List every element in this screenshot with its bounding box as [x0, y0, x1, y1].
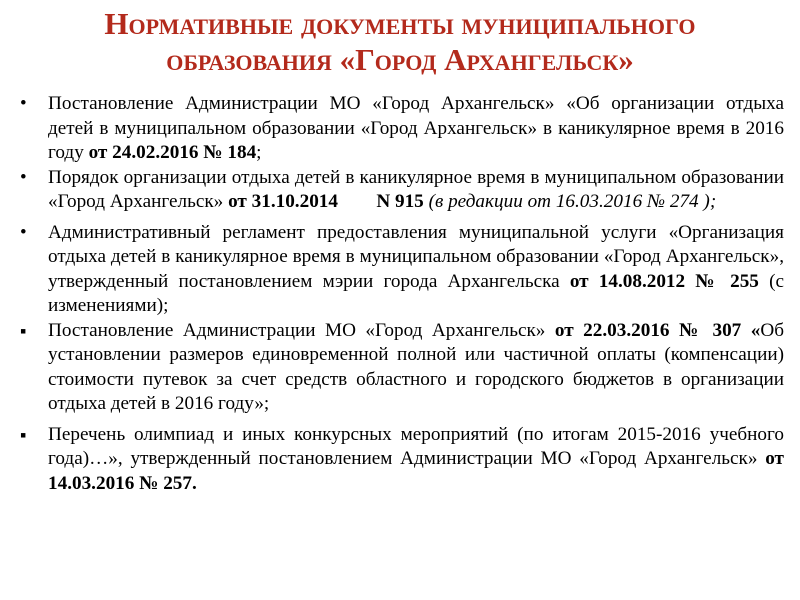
bullet-icon [20, 92, 27, 117]
item-text: Перечень олимпиад и иных конкурсных мероприятий (по итогам 2015-2016 учебного года)…», утвержденный постановлением Администрации МО «Город Архангельск» [48, 423, 784, 469]
list-item [18, 92, 784, 166]
item-text: Административный регламент предоставления муниципальной услуги «Организация отдыха детей в каникулярное время в муниципальном образовании «Город Архангельск», утвержденный постановлением мэрии города Архангельска [48, 221, 784, 292]
title-line-1: Нормативные документы муниципального [104, 6, 696, 41]
item-date-number: от 14.03.2016 № 257. [48, 448, 784, 494]
item-date-number: от 24.02.2016 № 184 [88, 142, 257, 163]
item-date-number: от 22.03.2016 № 307 « [554, 319, 761, 341]
list-item [18, 221, 784, 319]
bullet-icon [20, 221, 27, 246]
title-line-2: образования «Город Архангельск» [166, 42, 634, 77]
list-item [18, 423, 784, 497]
item-revision-note: (в редакции от 16.03.2016 № 274 ); [423, 191, 717, 212]
list-item [18, 319, 784, 417]
page-title [20, 6, 780, 78]
square-bullet-icon [20, 423, 26, 449]
item-text: Постановление Администрации МО «Город Архангельск» «Об организации отдыха детей в муниципальном образовании «Город Архангельск» в каникулярное время в 2016 году [48, 93, 784, 163]
list-item [18, 166, 784, 215]
item-tail: Об установлении размеров единовременной полной или частичной оплаты (компенсации) стоимости путевок за счет средств областного и городского бюджетов в организации отдыха детей в 2016 году»; [48, 319, 784, 414]
item-text: Постановление Администрации МО «Город Архангельск» [48, 319, 555, 341]
item-tail: (с изменениями); [48, 270, 784, 316]
item-tail: ; [256, 142, 262, 163]
bullet-icon [20, 166, 27, 191]
item-date-number: от 14.08.2012 № 255 [569, 270, 759, 292]
square-bullet-icon [20, 319, 26, 345]
document-list [18, 92, 784, 496]
item-text: Порядок организации отдыха детей в каникулярное время в муниципальном образовании «Город Архангельск» [48, 166, 784, 212]
item-date-number: от 31.10.2014 N 915 [228, 191, 424, 212]
